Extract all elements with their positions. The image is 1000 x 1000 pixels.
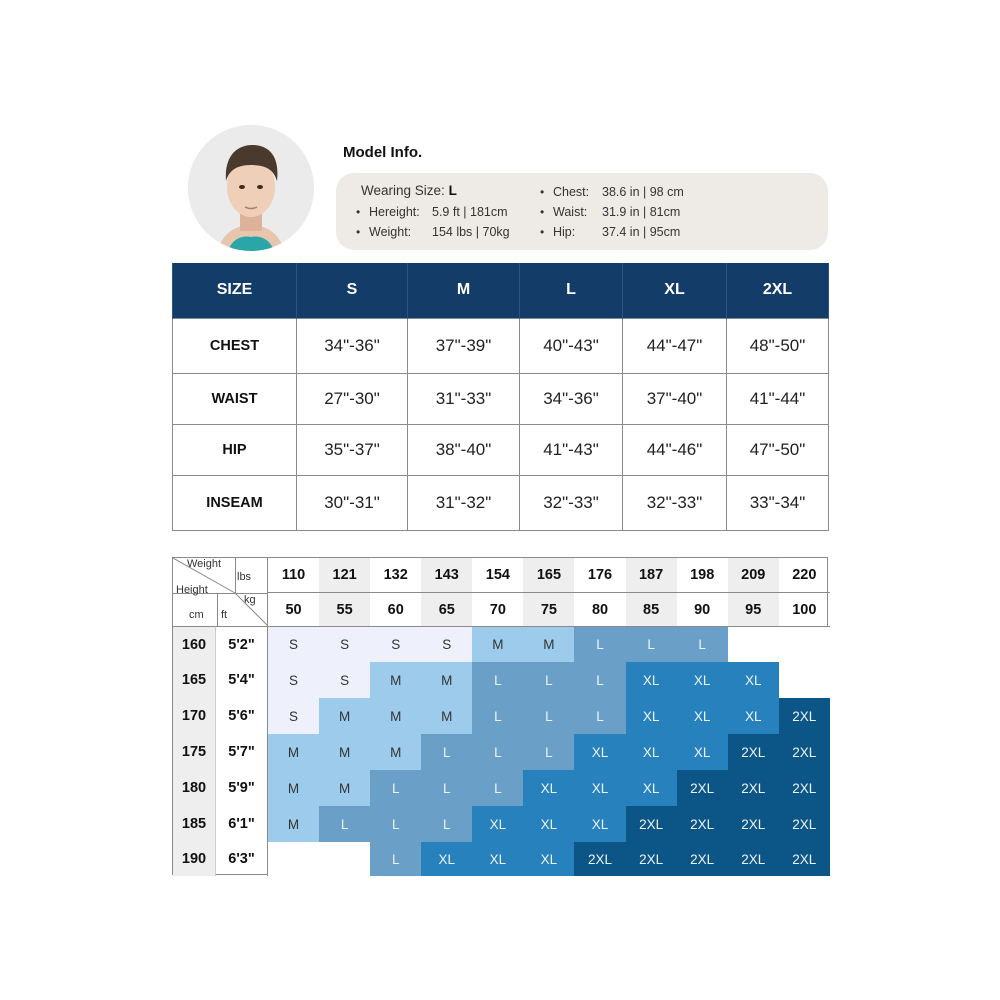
size-cell: XL: [421, 842, 472, 876]
size-cell: L: [523, 662, 574, 698]
size-cell: 2XL: [677, 842, 728, 876]
size-cell: S: [268, 698, 319, 734]
size-cell: L: [472, 770, 523, 806]
height-cm-label: 175: [173, 734, 216, 770]
size-cell: L: [421, 770, 472, 806]
weight-kg-header: 90: [677, 592, 728, 626]
weight-lbs-header: 110: [281, 567, 306, 583]
height-cm-label: 170: [173, 698, 216, 734]
table-cell: 41"-43": [520, 424, 623, 475]
size-cell: L: [421, 806, 472, 842]
size-cell: M: [421, 698, 472, 734]
table-cell: 34"-36": [297, 318, 408, 373]
size-cell: XL: [677, 662, 728, 698]
height-ft-label: 5'6": [216, 698, 268, 734]
size-cell: L: [626, 626, 677, 662]
size-cell: 2XL: [728, 734, 779, 770]
weight-lbs-header: 121: [319, 558, 370, 592]
table-cell: 34"-36": [520, 373, 623, 424]
model-info-panel: [336, 173, 828, 250]
size-cell: 2XL: [626, 842, 677, 876]
table-cell: 38"-40": [408, 424, 520, 475]
model-hip: [553, 225, 681, 239]
row-label: INSEAM: [173, 475, 297, 530]
size-cell: M: [268, 806, 319, 842]
hip-row: [173, 424, 829, 475]
size-cell: 2XL: [779, 806, 830, 842]
size-cell: M: [523, 626, 574, 662]
weight-lbs-header: 187: [626, 558, 677, 592]
waist-value: 31.9 in | 81cm: [602, 205, 681, 219]
size-cell: [319, 842, 370, 876]
size-cell: XL: [626, 770, 677, 806]
height-weight-size-chart: [172, 557, 828, 875]
height-cm-label: 185: [173, 806, 216, 842]
table-cell: 47"-50": [727, 424, 829, 475]
weight-lbs-header: 198: [690, 567, 715, 583]
size-cell: XL: [626, 662, 677, 698]
table-cell: 44"-46": [623, 424, 727, 475]
weight-kg-header: 95: [728, 592, 779, 626]
size-cell: 2XL: [626, 806, 677, 842]
size-cell: 2XL: [677, 806, 728, 842]
weight-kg-header: 55: [319, 592, 370, 626]
grid-corner-header: [173, 558, 268, 626]
size-cell: 2XL: [728, 806, 779, 842]
size-cell: M: [421, 662, 472, 698]
weight-kg-header: 70: [472, 592, 523, 626]
corner-kg-label: kg: [244, 594, 256, 606]
size-cell: XL: [574, 806, 625, 842]
wearing-size: [361, 183, 457, 198]
size-cell: 2XL: [779, 842, 830, 876]
size-cell: XL: [728, 698, 779, 734]
size-cell: 2XL: [728, 770, 779, 806]
model-avatar-image: [188, 125, 314, 251]
wearing-size-value: L: [448, 183, 457, 198]
header-size: SIZE: [173, 263, 297, 318]
size-cell: S: [370, 626, 421, 662]
height-ft-label: 5'4": [216, 662, 268, 698]
size-cell: XL: [626, 734, 677, 770]
corner-lbs-label: lbs: [237, 571, 252, 583]
size-cell: [728, 626, 779, 662]
weight-kg-header: 65: [421, 592, 472, 626]
size-cell: L: [421, 734, 472, 770]
table-cell: 40"-43": [520, 318, 623, 373]
table-cell: 48"-50": [727, 318, 829, 373]
size-header-row: [173, 263, 829, 318]
size-cell: L: [370, 806, 421, 842]
table-cell: 27"-30": [297, 373, 408, 424]
size-cell: XL: [574, 734, 625, 770]
size-cell: L: [574, 698, 625, 734]
header-l: L: [520, 263, 623, 318]
size-cell: XL: [523, 842, 574, 876]
size-cell: 2XL: [779, 770, 830, 806]
waist-label: Waist:: [553, 205, 588, 219]
height-cm-label: 180: [173, 770, 216, 806]
size-cell: M: [319, 734, 370, 770]
row-label: WAIST: [173, 373, 297, 424]
height-value: 5.9 ft | 181cm: [432, 205, 508, 219]
size-cell: S: [268, 626, 319, 662]
size-cell: M: [268, 734, 319, 770]
chest-value: 38.6 in | 98 cm: [602, 185, 684, 199]
height-ft-label: 6'3": [216, 842, 268, 876]
size-cell: L: [472, 734, 523, 770]
weight-lbs-header: 209: [728, 558, 779, 592]
size-cell: 2XL: [677, 770, 728, 806]
height-cm-label: 165: [173, 662, 216, 698]
height-cm-label: 190: [173, 842, 216, 876]
table-cell: 37"-40": [623, 373, 727, 424]
size-cell: L: [677, 626, 728, 662]
weight-lbs-header: 143: [421, 558, 472, 592]
size-cell: M: [319, 770, 370, 806]
table-cell: 32"-33": [520, 475, 623, 530]
weight-value: 154 lbs | 70kg: [432, 225, 510, 239]
weight-lbs-header: 132: [383, 567, 408, 583]
size-cell: M: [370, 698, 421, 734]
weight-kg-header: 80: [574, 592, 625, 626]
size-cell: XL: [523, 806, 574, 842]
size-cell: [779, 626, 830, 662]
size-cell: 2XL: [779, 698, 830, 734]
size-cell: XL: [626, 698, 677, 734]
height-ft-label: 6'1": [216, 806, 268, 842]
height-ft-label: 5'2": [216, 626, 268, 662]
chest-row: [173, 318, 829, 373]
size-cell: XL: [677, 698, 728, 734]
table-cell: 32"-33": [623, 475, 727, 530]
size-cell: 2XL: [728, 842, 779, 876]
size-cell: 2XL: [779, 734, 830, 770]
waist-row: [173, 373, 829, 424]
weight-kg-header: 100: [779, 592, 830, 626]
hip-label: Hip:: [553, 225, 576, 239]
header-2xl: 2XL: [727, 263, 829, 318]
height-ft-label: 5'9": [216, 770, 268, 806]
table-cell: 37"-39": [408, 318, 520, 373]
model-info-title: Model Info.: [343, 144, 423, 161]
weight-kg-header: 50: [268, 592, 319, 626]
size-cell: 2XL: [574, 842, 625, 876]
size-cell: L: [472, 698, 523, 734]
corner-height-label: Height: [176, 584, 208, 596]
model-waist: [553, 205, 681, 219]
row-label: CHEST: [173, 318, 297, 373]
size-cell: L: [574, 662, 625, 698]
weight-lbs-header: 165: [523, 558, 574, 592]
corner-weight-label: Weight: [187, 558, 222, 570]
table-cell: 30"-31": [297, 475, 408, 530]
size-cell: XL: [472, 842, 523, 876]
size-cell: XL: [523, 770, 574, 806]
size-cell: S: [268, 662, 319, 698]
size-cell: M: [319, 698, 370, 734]
height-cm-label: 160: [173, 626, 216, 662]
size-cell: L: [523, 698, 574, 734]
size-cell: XL: [728, 662, 779, 698]
table-cell: 33"-34": [727, 475, 829, 530]
model-chest: [553, 185, 684, 199]
weight-lbs-header: 220: [792, 567, 817, 583]
size-cell: M: [472, 626, 523, 662]
header-xl: XL: [623, 263, 727, 318]
header-s: S: [297, 263, 408, 318]
weight-lbs-header: 176: [587, 567, 613, 583]
row-label: HIP: [173, 424, 297, 475]
table-cell: 31"-33": [408, 373, 520, 424]
weight-label: Weight:: [369, 225, 412, 239]
header-m: M: [408, 263, 520, 318]
weight-lbs-header: 154: [485, 567, 510, 583]
size-cell: S: [319, 626, 370, 662]
table-cell: 31"-32": [408, 475, 520, 530]
size-cell: L: [319, 806, 370, 842]
weight-kg-header: 75: [523, 592, 574, 626]
height-ft-label: 5'7": [216, 734, 268, 770]
size-cell: L: [370, 842, 421, 876]
table-cell: 44"-47": [623, 318, 727, 373]
inseam-row: [173, 475, 829, 530]
wearing-size-label: Wearing Size:: [361, 183, 445, 198]
size-cell: M: [268, 770, 319, 806]
corner-cm-label: cm: [189, 609, 204, 621]
table-cell: 41"-44": [727, 373, 829, 424]
model-photo: [188, 125, 314, 251]
hip-value: 37.4 in | 95cm: [602, 225, 681, 239]
size-cell: M: [370, 662, 421, 698]
corner-ft-label: ft: [221, 609, 228, 621]
size-cell: L: [370, 770, 421, 806]
weight-kg-header: 85: [626, 592, 677, 626]
size-cell: M: [370, 734, 421, 770]
size-cell: S: [421, 626, 472, 662]
size-cell: XL: [472, 806, 523, 842]
height-label: Hereight:: [369, 205, 420, 219]
size-cell: L: [574, 626, 625, 662]
weight-kg-header: 60: [370, 592, 421, 626]
size-cell: XL: [574, 770, 625, 806]
size-measurement-table: [172, 263, 829, 531]
size-cell: L: [523, 734, 574, 770]
size-cell: XL: [677, 734, 728, 770]
model-height: [369, 205, 508, 219]
size-cell: L: [472, 662, 523, 698]
size-cell: [268, 842, 319, 876]
table-cell: 35"-37": [297, 424, 408, 475]
size-cell: [779, 662, 830, 698]
size-cell: S: [319, 662, 370, 698]
model-weight: [369, 225, 510, 239]
chest-label: Chest:: [553, 185, 590, 199]
